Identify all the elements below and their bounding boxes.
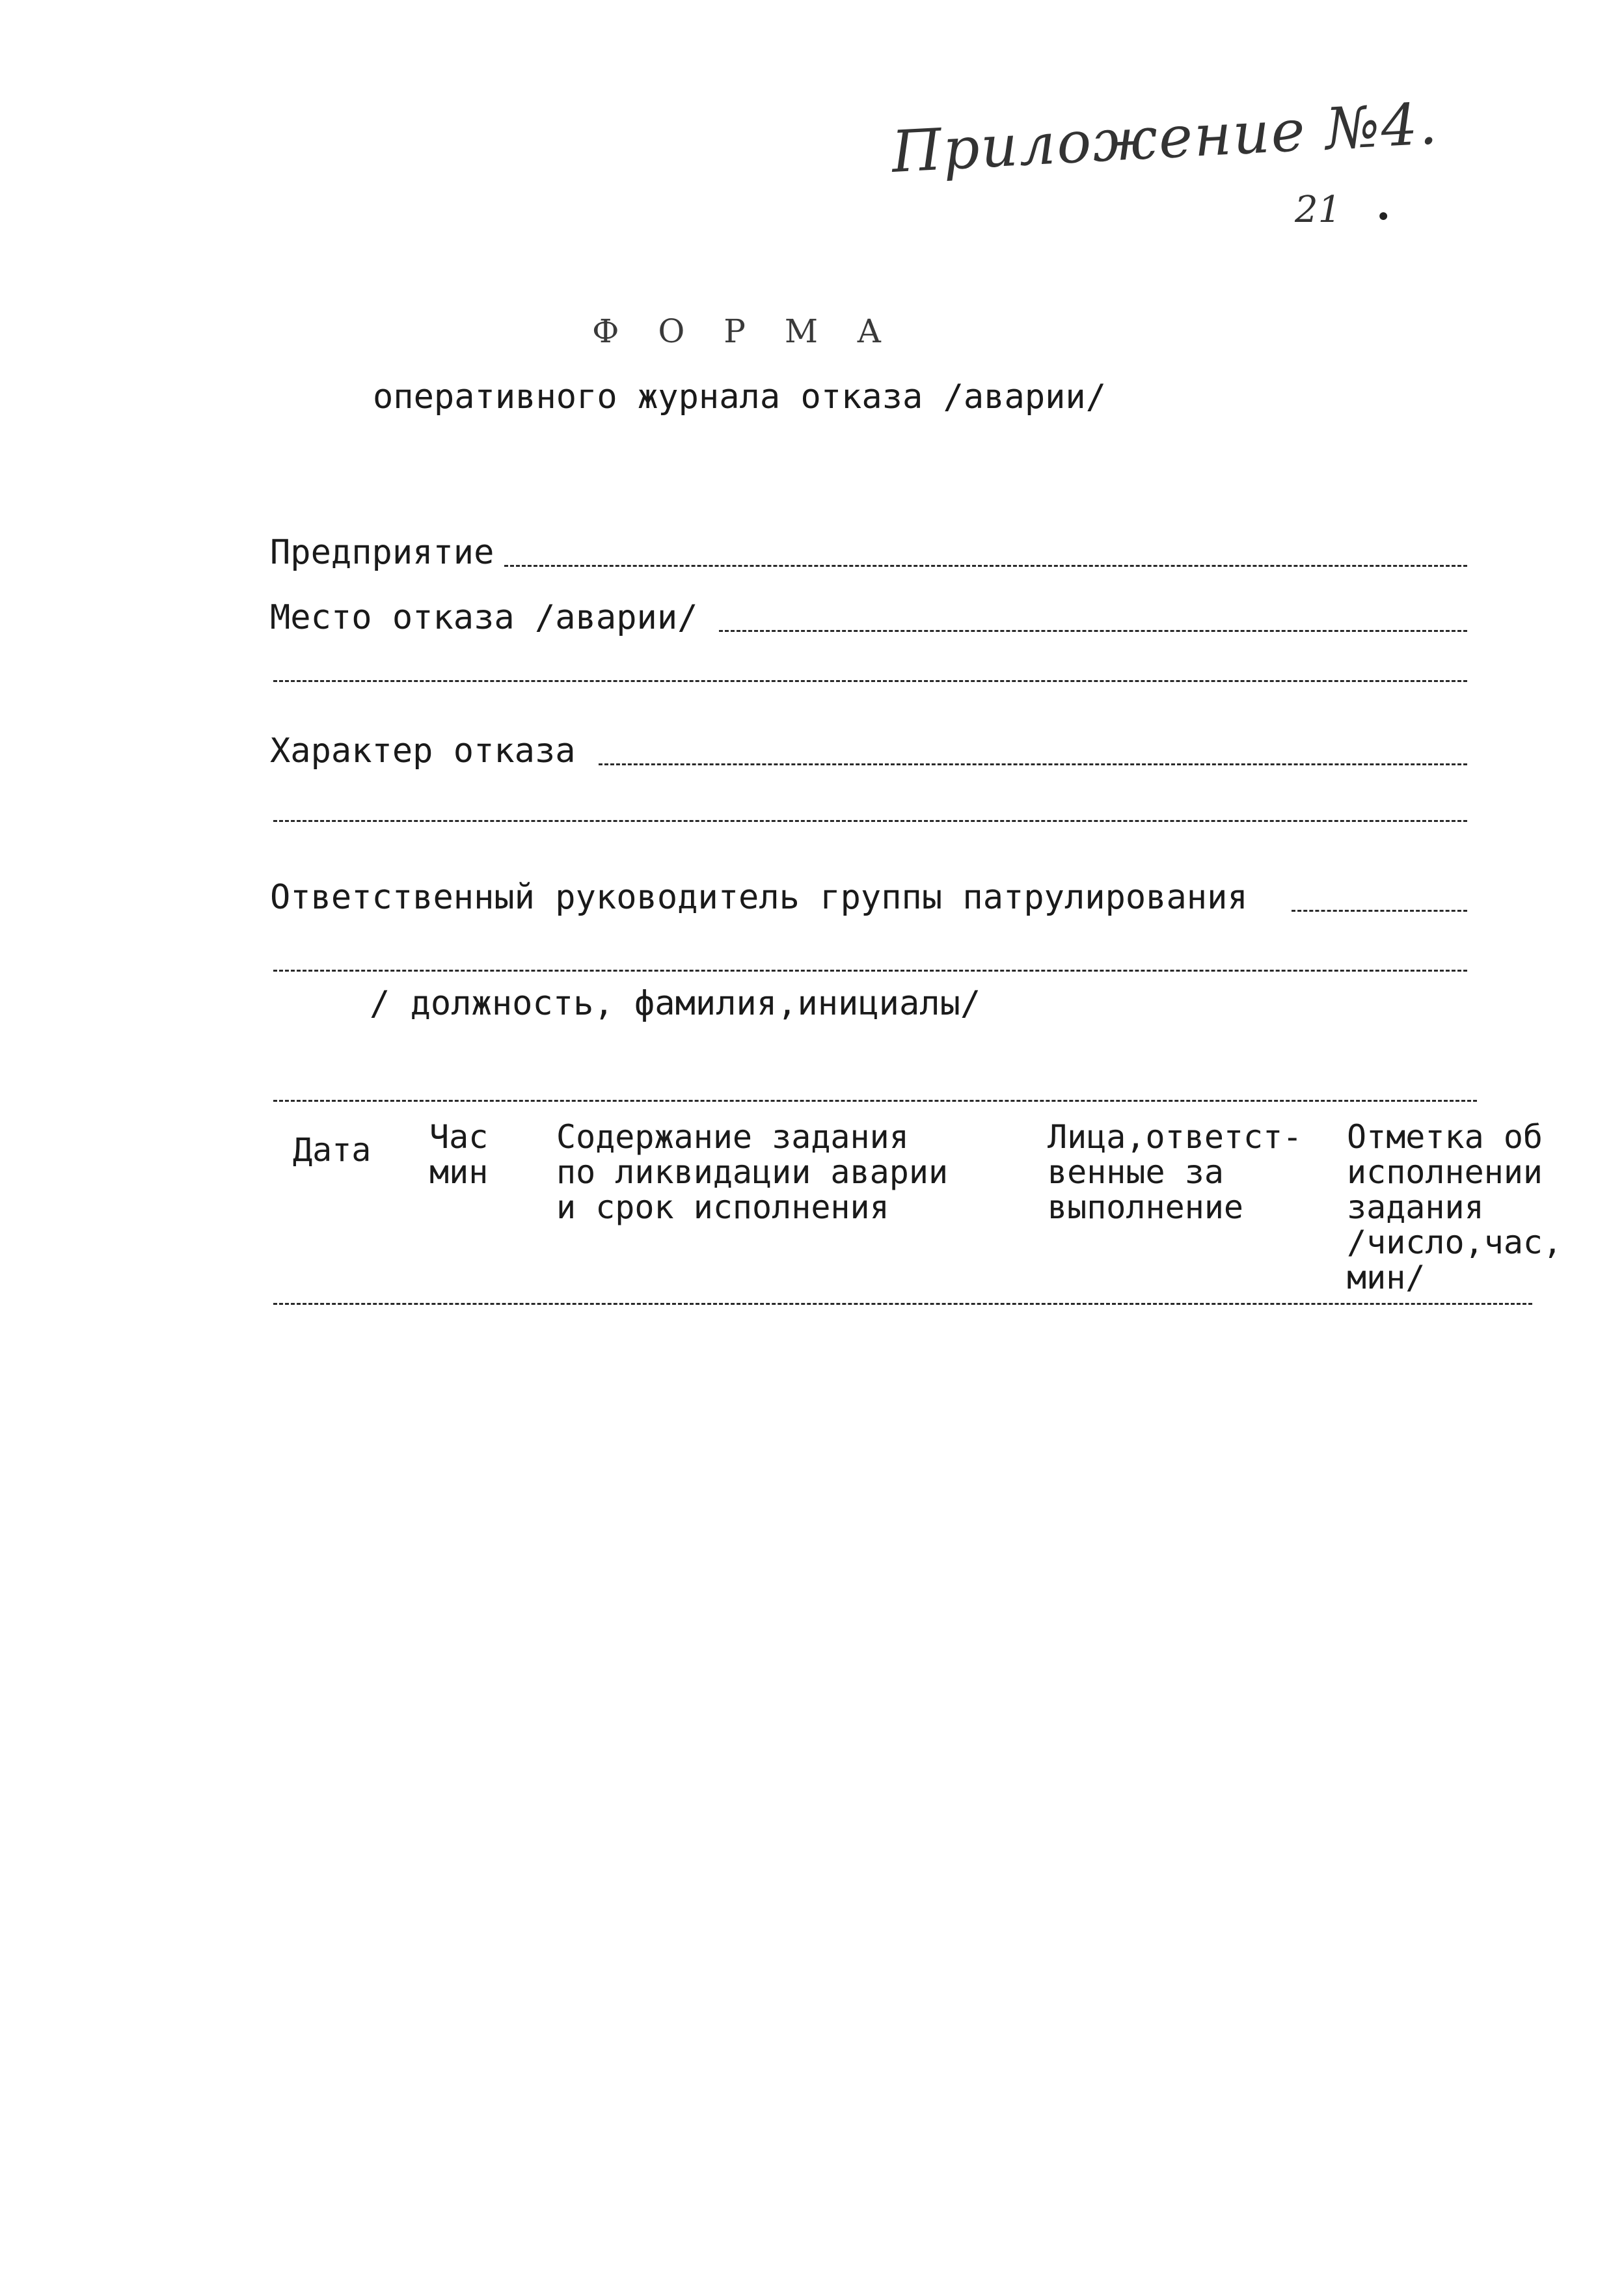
column-time: Час мин xyxy=(429,1118,489,1191)
column-completion-mark: Отметка об исполнении задания /число,час, мин/ xyxy=(1347,1118,1563,1296)
failure-place-row xyxy=(270,589,1467,635)
failure-place-label: Место отказа /аварии/ xyxy=(270,598,698,637)
page-number: 21 xyxy=(1295,189,1342,231)
failure-place-line[interactable] xyxy=(719,630,1467,632)
responsible-row xyxy=(270,869,1467,917)
responsible-continuation-line[interactable] xyxy=(273,970,1467,972)
page-number-dot: . xyxy=(1376,181,1391,230)
failure-nature-row xyxy=(270,722,1467,771)
journal-table-header xyxy=(273,1106,1568,1302)
column-task: Содержание задания по ликвидации аварии и срок исполнения xyxy=(556,1118,949,1226)
responsible-caption: / должность, фамилия,инициалы/ xyxy=(370,984,981,1023)
responsible-label: Ответственный руководитель группы патрулирования xyxy=(270,878,1248,917)
failure-nature-line[interactable] xyxy=(599,763,1467,765)
handwritten-annotation: Приложение №4. xyxy=(889,90,1440,185)
failure-nature-continuation-line[interactable] xyxy=(273,820,1467,822)
failure-nature-label: Характер отказа xyxy=(270,731,576,771)
form-subtitle: оперативного журнала отказа /аварии/ xyxy=(373,377,1107,417)
failure-place-continuation-line[interactable] xyxy=(273,680,1467,682)
enterprise-line[interactable] xyxy=(504,565,1467,567)
form-title: Ф О Р М А xyxy=(592,312,896,350)
table-top-rule xyxy=(273,1100,1477,1102)
enterprise-label: Предприятие xyxy=(270,533,494,572)
column-date: Дата xyxy=(293,1131,372,1169)
column-responsible-persons: Лица,ответст- венные за выполнение xyxy=(1048,1118,1303,1226)
enterprise-row xyxy=(270,524,1467,572)
responsible-line[interactable] xyxy=(1292,910,1467,912)
table-bottom-rule xyxy=(273,1303,1532,1305)
